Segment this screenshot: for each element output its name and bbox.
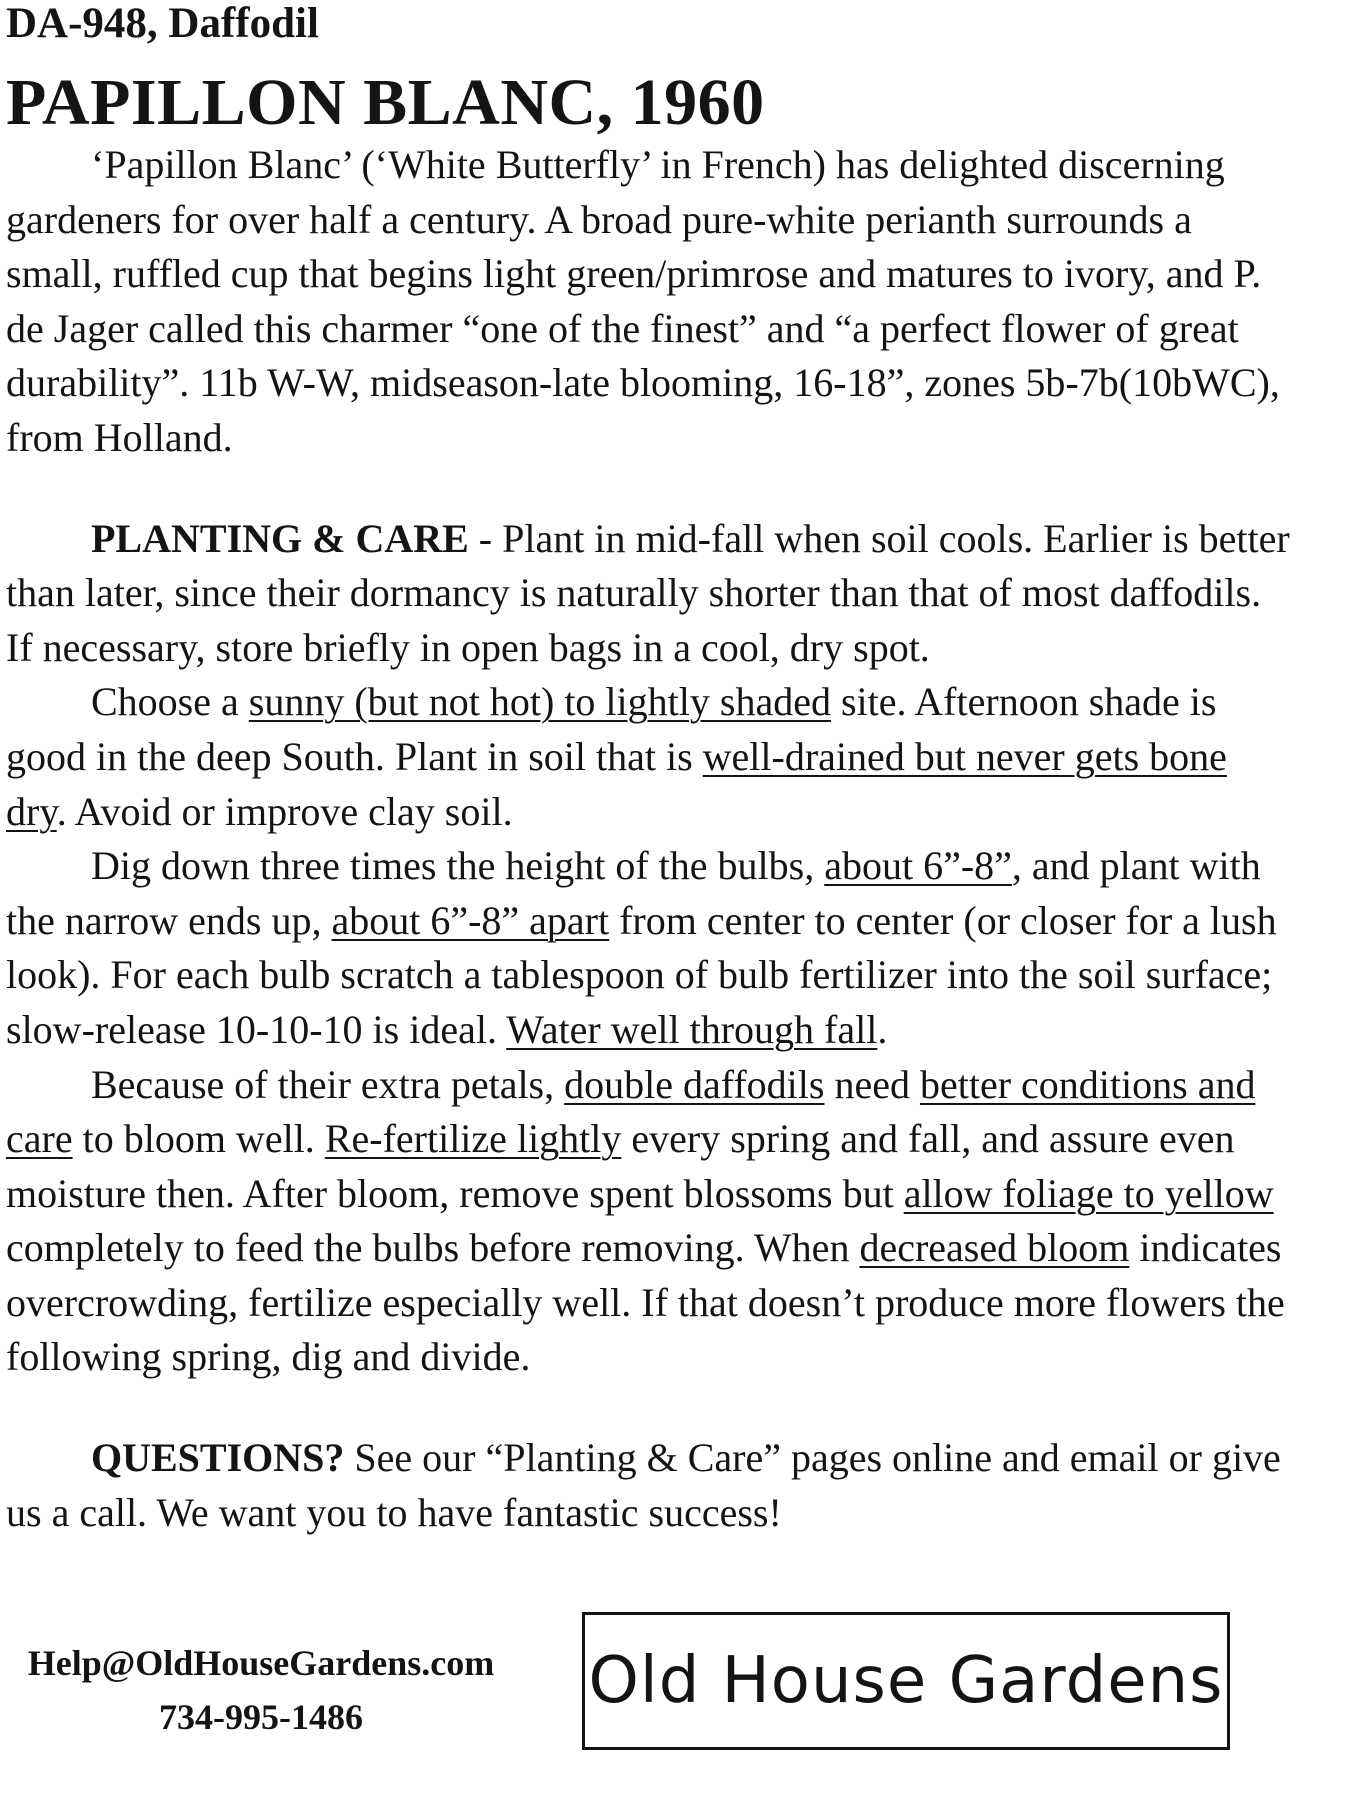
contact-block [6,1636,516,1744]
emphasis-text: allow foliage to yellow [903,1170,1274,1216]
emphasis-text: decreased bloom [859,1225,1130,1271]
planting-paragraph-1: PLANTING & CARE - Plant in mid-fall when soil cools. Earlier is better than later, since their dormancy is naturally shorter than that of most daffodils. If necessary, store briefly in open bags in a cool, dry spot. [6,515,1290,670]
brand-logo [582,1612,1230,1750]
planting-paragraph-2: Choose a sunny (but not hot) to lightly shaded site. Afternoon shade is good in the deep South. Plant in soil that is well-drained but never gets bone dry. Avoid or improve clay soil. [6,679,1227,834]
emphasis-text: about 6”-8” apart [331,897,610,943]
body-text [6,138,1296,1540]
planting-heading: PLANTING & CARE [91,515,469,561]
page-title: PAPILLON BLANC, 1960 [6,66,765,139]
emphasis-text: double daffodils [564,1061,825,1107]
brand-logo-text: Old House Gardens [588,1644,1224,1718]
contact-phone: 734-995-1486 [159,1697,363,1737]
emphasis-text: sunny (but not hot) to lightly shaded [248,679,831,725]
emphasis-text: about 6”-8” [824,843,1012,889]
planting-paragraph-4: Because of their extra petals, double daffodils need better conditions and care to bloom well. Re-fertilize lightly every spring and fall, and assure even moisture then. After bloom, remove spent blossoms but allow foliage to yellow completely to feed the bulbs before removing. When decreased bloom indicates overcrowding, fertilize especially well. If that doesn’t produce more flowers the following spring, dig and divide. [6,1061,1285,1380]
questions-heading: QUESTIONS? [91,1435,345,1481]
description-paragraph: ‘Papillon Blanc’ (‘White Butterfly’ in French) has delighted discerning gardeners for over half a century. A broad pure-white perianth surrounds a small, ruffled cup that begins light green/primrose and matures to ivory, and P. de Jager called this charmer “one of the finest” and “a perfect flower of great durability”. 11b W-W, midseason-late blooming, 16-18”, zones 5b-7b(10bWC), from Holland. [6,142,1280,460]
emphasis-text: better conditions and care [6,1061,1256,1162]
questions-paragraph: QUESTIONS? See our “Planting & Care” pages online and email or give us a call. We want you to have fantastic success! [6,1435,1281,1535]
emphasis-text: Water well through fall [506,1006,878,1052]
contact-email: Help@OldHouseGardens.com [27,1643,495,1683]
emphasis-text: well-drained but never gets bone dry [6,733,1227,834]
planting-paragraph-3: Dig down three times the height of the bulbs, about 6”-8”, and plant with the narrow ends up, about 6”-8” apart from center to center (or closer for a lush look). For each bulb scratch a tablespoon of bulb fertilizer into the soil surface; slow-release 10-10-10 is ideal. Water well through fall. [6,843,1277,1052]
product-code: DA-948, Daffodil [6,0,319,47]
emphasis-text: Re-fertilize lightly [324,1116,622,1162]
